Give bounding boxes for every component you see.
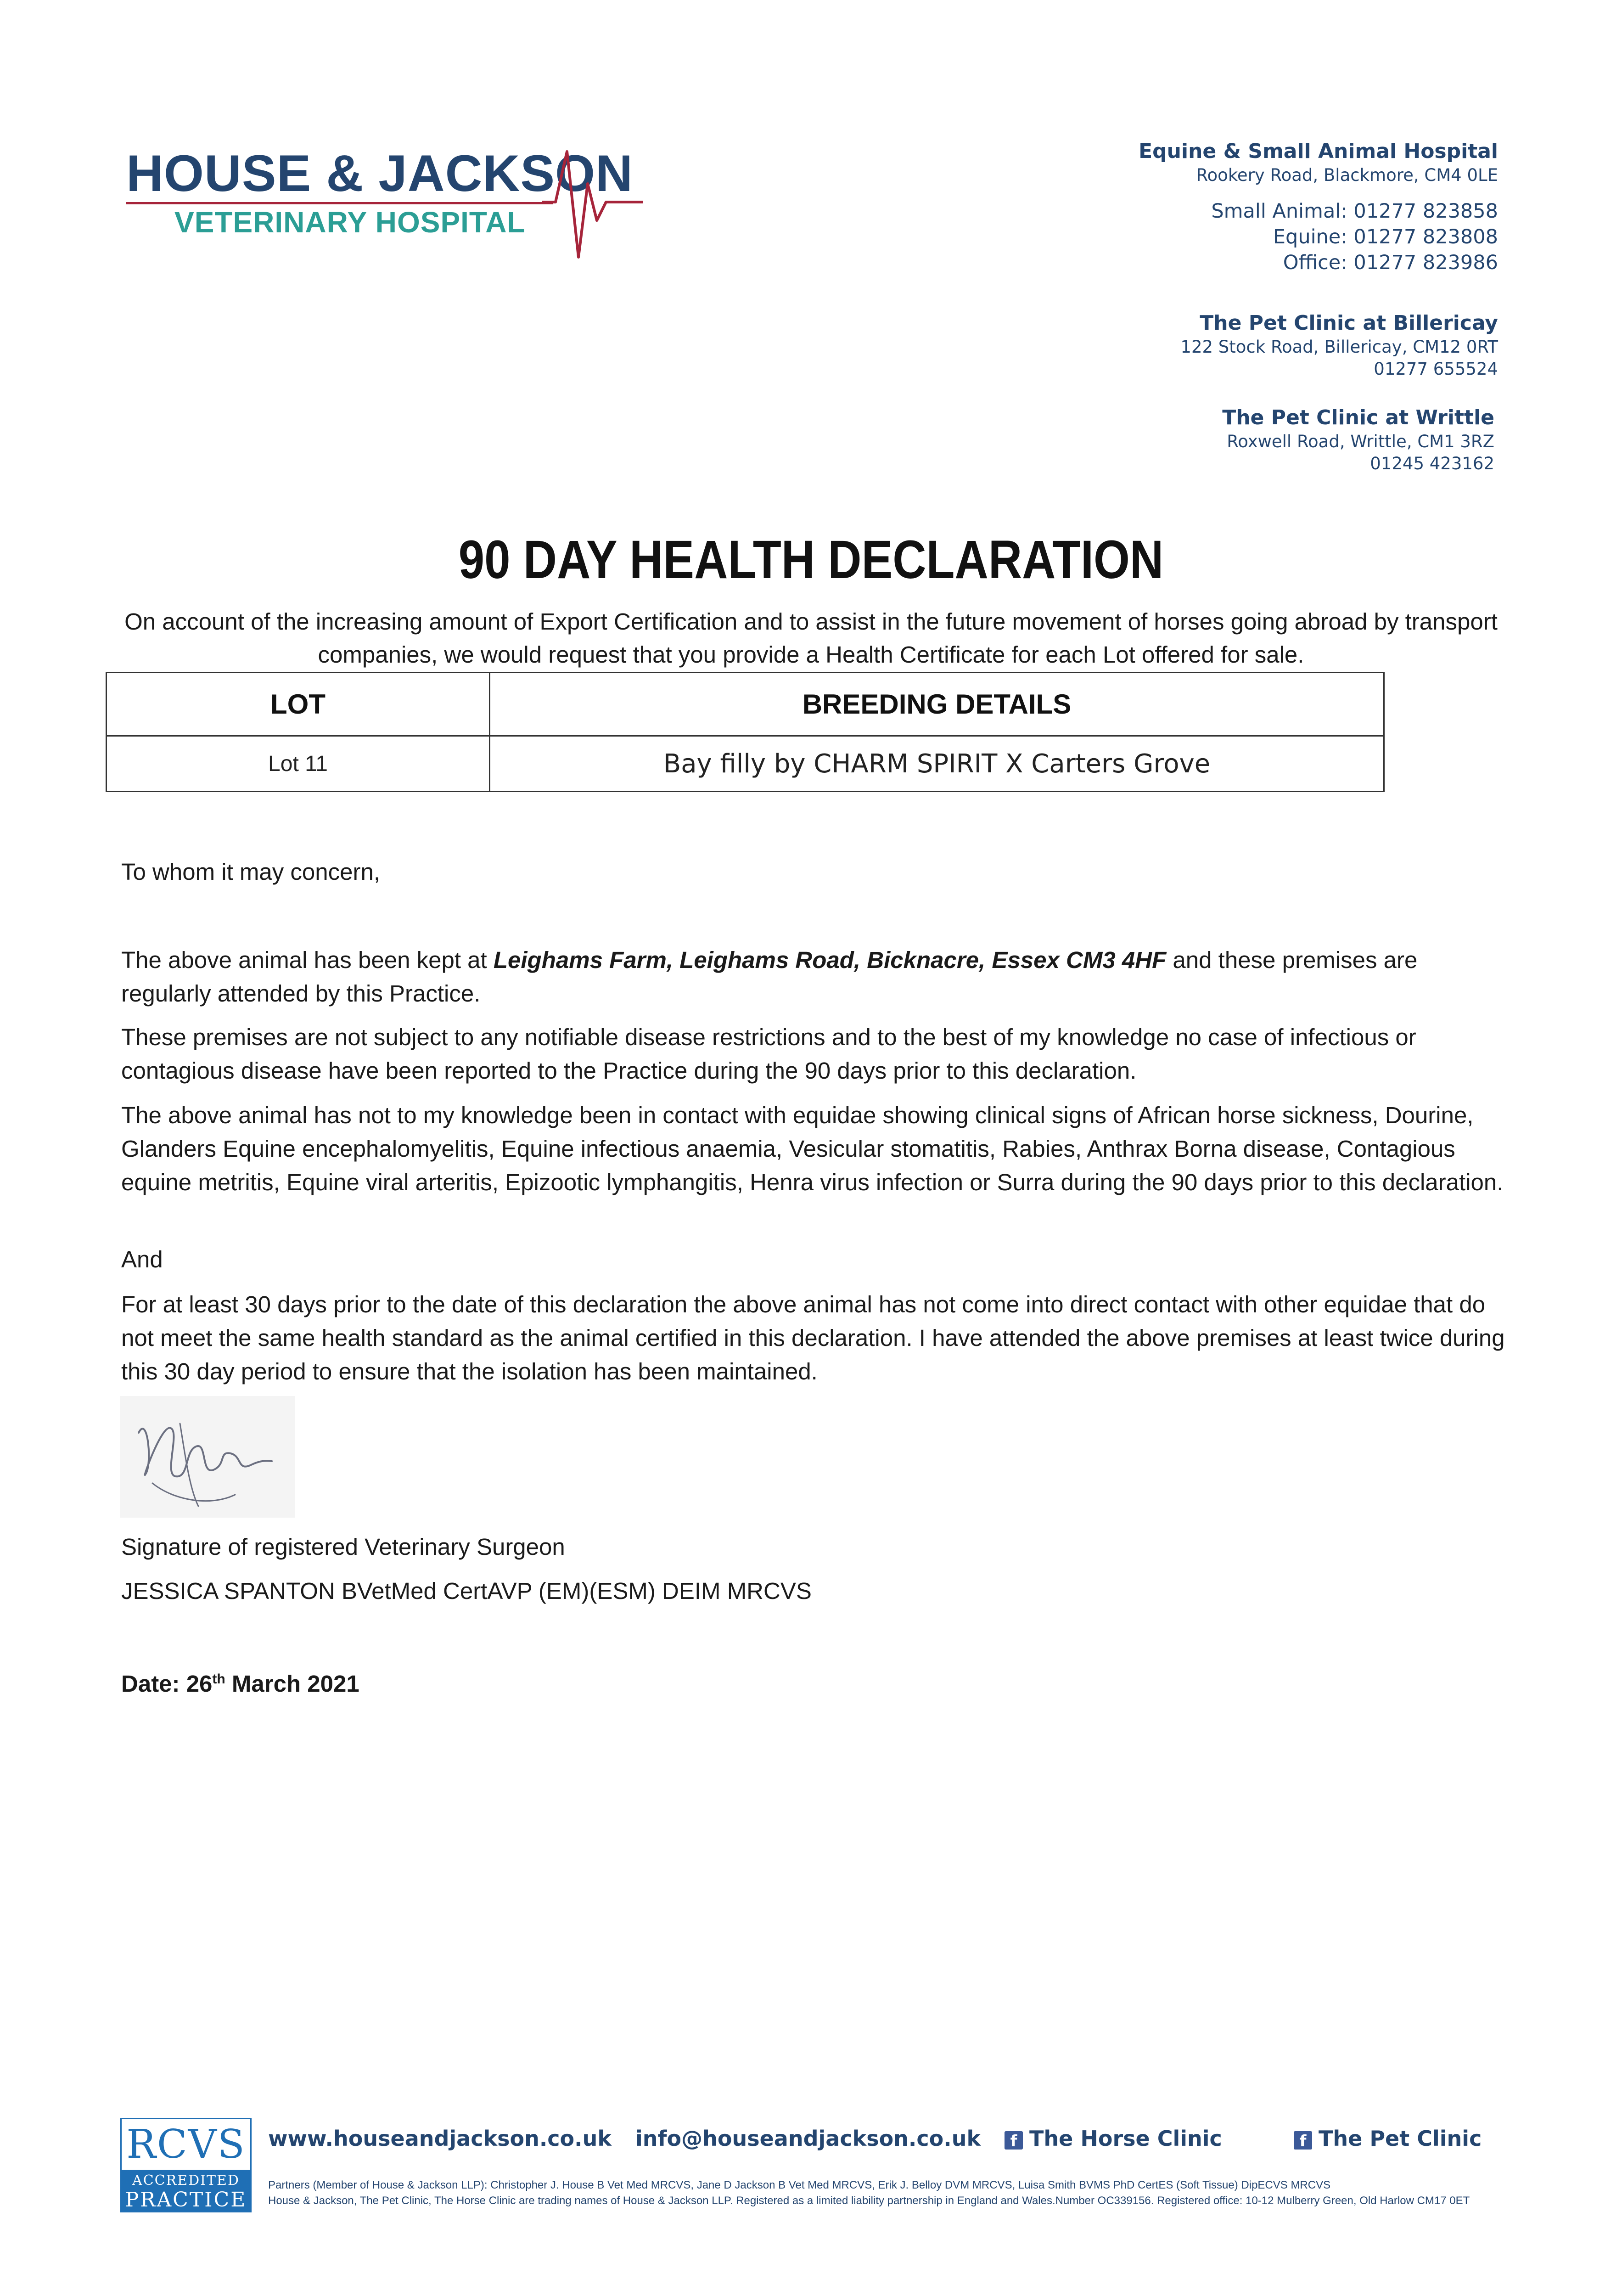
heartbeat-icon (542, 133, 643, 271)
facebook-icon: f (1005, 2131, 1023, 2150)
header-breeding-details: BREEDING DETAILS (490, 673, 1384, 736)
premises-text-start: The above animal has been kept at (121, 947, 494, 973)
website-link[interactable]: www.houseandjackson.co.uk (268, 2126, 612, 2151)
vet-name: JESSICA SPANTON BVetMed CertAVP (EM)(ESM) DEIM MRCVS (121, 1578, 812, 1604)
logo-rule (126, 202, 553, 204)
facebook-icon: f (1294, 2131, 1312, 2150)
horse-clinic-facebook-link[interactable] (1005, 2126, 1222, 2151)
date-label: Date: 26 (121, 1671, 213, 1697)
logo-title: HOUSE & JACKSON (126, 145, 634, 202)
writtle-contact (1222, 405, 1494, 475)
partners-line: Partners (Member of House & Jackson LLP): Christopher J. House B Vet Med MRCVS, Jane D Jackson B Vet Med MRCVS, Erik J. Belloy DVM MRCVS, Luisa Smith BVMS PhD CertES (Soft Tissue) DipECVS MRCVS (268, 2179, 1331, 2191)
signature-image (120, 1396, 295, 1518)
partners-footnote (268, 2178, 1508, 2209)
horse-clinic-label: The Horse Clinic (1029, 2126, 1222, 2151)
hospital-contact (1139, 139, 1498, 276)
signature-label: Signature of registered Veterinary Surgeon (121, 1534, 565, 1560)
table-row (107, 736, 1384, 792)
logo-subtitle: VETERINARY HOSPITAL (174, 206, 526, 239)
hospital-phone: Small Animal: 01277 823858 (1211, 200, 1498, 223)
pet-clinic-facebook-link[interactable] (1294, 2126, 1482, 2151)
greeting: To whom it may concern, (121, 859, 381, 885)
lot-table (106, 672, 1385, 792)
premises-text-end: and these premises are regularly attended by this Practice. (121, 947, 1418, 1007)
page-title: 90 DAY HEALTH DECLARATION (458, 529, 1164, 590)
rcvs-logo (120, 2118, 252, 2212)
lot-cell: Lot 11 (107, 736, 490, 792)
hospital-address: Rookery Road, Blackmore, CM4 0LE (1196, 165, 1498, 185)
rcvs-accredited: ACCREDITED (132, 2172, 240, 2189)
premises-location: Leighams Farm, Leighams Road, Bicknacre, Essex CM3 4HF (493, 947, 1167, 973)
rcvs-practice: PRACTICE (125, 2188, 247, 2212)
header-lot: LOT (107, 673, 490, 736)
paragraph-and: And (121, 1246, 163, 1272)
billericay-name: The Pet Clinic at Billericay (1200, 311, 1498, 335)
signature-scribble (120, 1396, 295, 1518)
paragraph-contact-diseases: The above animal has not to my knowledge been in contact with equidae showing clinical signs of African horse sickness, Dourine, Glanders Equine encephalomyelitis, Equine infectious anaemia, Vesicular stomatitis, Rabies, Anthrax Borna disease, Contagious equine metritis, Equine viral arteritis, Epizootic lymphangitis, Henra virus infection or Surra during the 90 days prior to this declaration. (121, 1102, 1504, 1195)
writtle-address: Roxwell Road, Writtle, CM1 3RZ (1227, 432, 1494, 451)
table-header-row (107, 673, 1384, 736)
billericay-phone: 01277 655524 (1374, 359, 1498, 379)
paragraph-isolation: For at least 30 days prior to the date of this declaration the above animal has not come into direct contact with other equidae that do not meet the same health standard as the animal certified in this declaration. I have attended the above premises at least twice during this 30 day period to ensure that the isolation has been maintained. (121, 1291, 1505, 1384)
hospital-phone: Office: 01277 823986 (1283, 251, 1498, 274)
date-suffix: th (212, 1671, 225, 1687)
hospital-name: Equine & Small Animal Hospital (1139, 140, 1498, 163)
breeding-cell: Bay filly by CHARM SPIRIT X Carters Grove (490, 736, 1384, 792)
intro-text: On account of the increasing amount of Export Certification and to assist in the future movement of horses going abroad by transport companies, we would request that you provide a Health Certificate for each Lot offered for sale. (124, 608, 1498, 668)
declaration-date (121, 1662, 1508, 1700)
paragraph-restrictions: These premises are not subject to any notifiable disease restrictions and to the best of my knowledge no case of infectious or contagious disease have been reported to the Practice during the 90 days prior to this declaration. (121, 1024, 1416, 1084)
email-link[interactable]: info@houseandjackson.co.uk (635, 2126, 981, 2151)
billericay-contact (1180, 310, 1498, 380)
billericay-address: 122 Stock Road, Billericay, CM12 0RT (1180, 337, 1498, 357)
date-rest: March 2021 (225, 1671, 359, 1697)
hospital-phone: Equine: 01277 823808 (1273, 225, 1498, 248)
paragraph-premises (121, 943, 1508, 1010)
pet-clinic-label: The Pet Clinic (1319, 2126, 1482, 2151)
registration-line: House & Jackson, The Pet Clinic, The Horse Clinic are trading names of House & Jackson LLP. Registered as a limited liability partnership in England and Wales.Number OC339156. Registered office: 10-12 Mulberry Green, Old Harlow CM17 0ET (268, 2195, 1470, 2207)
writtle-phone: 01245 423162 (1370, 454, 1494, 473)
rcvs-text: RCVS (122, 2119, 250, 2170)
writtle-name: The Pet Clinic at Writtle (1222, 406, 1494, 429)
